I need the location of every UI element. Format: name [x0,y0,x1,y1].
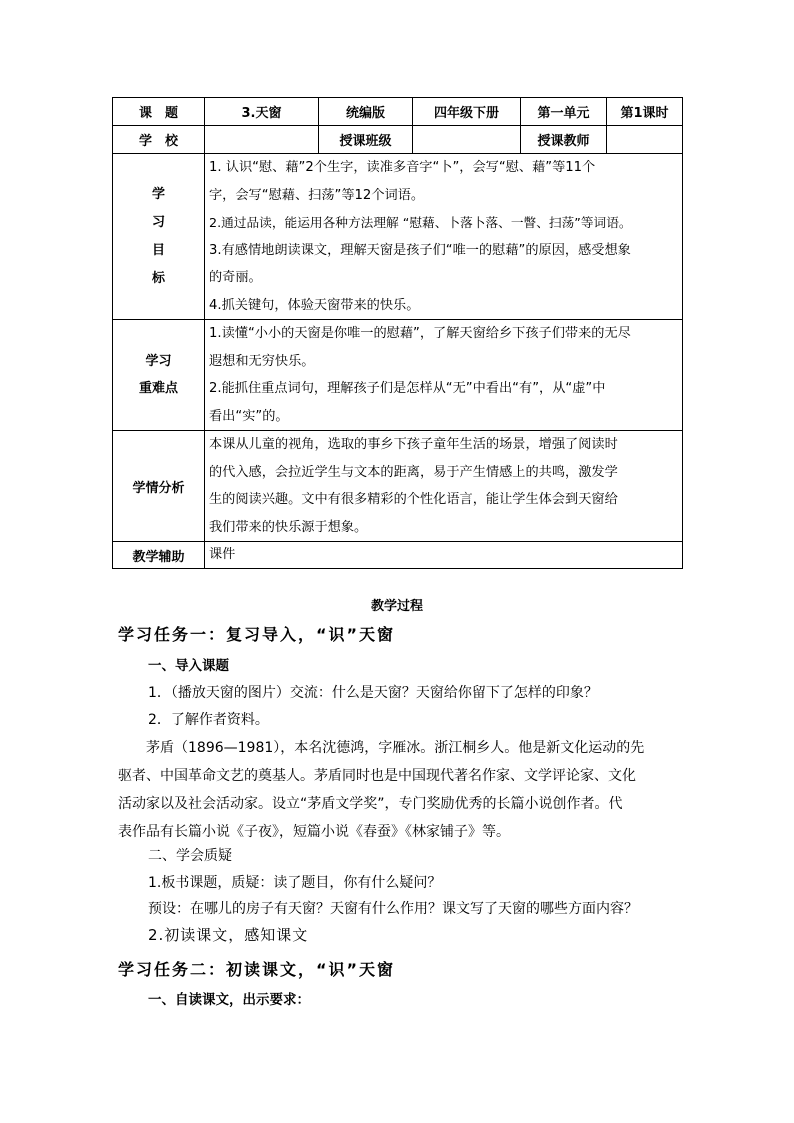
table-row [113,154,683,320]
task-one-heading: 学习任务一：复习导入，“识”天窗 [118,625,396,644]
table-row [113,542,683,569]
objectives-label: 学 习 目 标 [113,154,205,320]
key-points-label: 学习 重难点 [113,320,205,431]
analysis-content: 本课从儿童的视角，选取的事乡下孩子童年生活的场景，增强了阅读时 的代入感，会拉近学生与文本的距离，易于产生情感上的共鸣，激发学 生的阅读兴趣。文中有很多精彩的个性化语言，能让学生体会到天窗给 我们带来的快乐源于想象。 [205,431,683,542]
author-paragraph: 茅盾（1896—1981），本名沈德鸿，字雁冰。浙江桐乡人。他是新文化运动的先 驱者、中国革命文艺的奠基人。茅盾同时也是中国现代著名作家、文学评论家、文化 活动家以及社会活动家。设立“茅盾文学奖”，专门奖励优秀的长篇小说创作者。代 表作品有长篇小说《子夜》，短篇小说《春蚕》《林家铺子》等。 [118,740,645,840]
class-label: 授课班级 [319,126,413,154]
objectives-content: 1. 认识“慰、藉”2个生字，读准多音字“卜”，会写“慰、藉”等11个 字，会写“慰藉、扫荡”等12个词语。 2.通过品读，能运用各种方法理解 “慰藉、卜落卜落、一瞥、扫荡”等词语。 3.有感情地朗读课文，理解天窗是孩子们“唯一的慰藉”的原因，感受想象 的奇丽。 4.抓关键句，体验天窗带来的快乐。 [205,154,683,320]
teacher-value [607,126,683,154]
process-title: 教学过程 [370,599,423,614]
grade: 四年级下册 [413,98,521,126]
lesson-title: 3.天窗 [205,98,319,126]
lesson-info-table [112,97,683,569]
unit: 第一单元 [521,98,607,126]
table-row [113,320,683,431]
period: 第1课时 [607,98,683,126]
section-questioning: 二、学会质疑 [148,848,232,864]
item-first-reading: 2.初读课文，感知课文 [148,926,309,944]
topic-label: 课 题 [113,98,205,126]
aids-value: 课件 [205,542,683,569]
teacher-label: 授课教师 [521,126,607,154]
analysis-label: 学情分析 [113,431,205,542]
table-row [113,98,683,126]
item-board-question: 1.板书课题，质疑：读了题目，你有什么疑问？ [148,875,442,891]
class-value [413,126,521,154]
school-value [205,126,319,154]
item-image-discussion: 1．（播放天窗的图片）交流：什么是天窗？天窗给你留下了怎样的印象？ [148,685,598,701]
aids-label: 教学辅助 [113,542,205,569]
task-two-heading: 学习任务二：初读课文，“识”天窗 [118,960,396,979]
item-author-info: 2．了解作者资料。 [148,712,269,728]
section-intro-topic: 一、导入课题 [148,658,229,674]
school-label: 学 校 [113,126,205,154]
item-preset-answer: 预设：在哪儿的房子有天窗？天窗有什么作用？课文写了天窗的哪些方面内容？ [148,901,638,917]
key-points-content: 1.读懂“小小的天窗是你唯一的慰藉”，了解天窗给乡下孩子们带来的无尽 遐想和无穷快乐。 2.能抓住重点词句，理解孩子们是怎样从“无”中看出“有”，从“虚”中 看出“实”的。 [205,320,683,431]
table-row [113,431,683,542]
table-row [113,126,683,154]
edition: 统编版 [319,98,413,126]
section-self-reading: 一、自读课文，出示要求： [148,992,310,1008]
